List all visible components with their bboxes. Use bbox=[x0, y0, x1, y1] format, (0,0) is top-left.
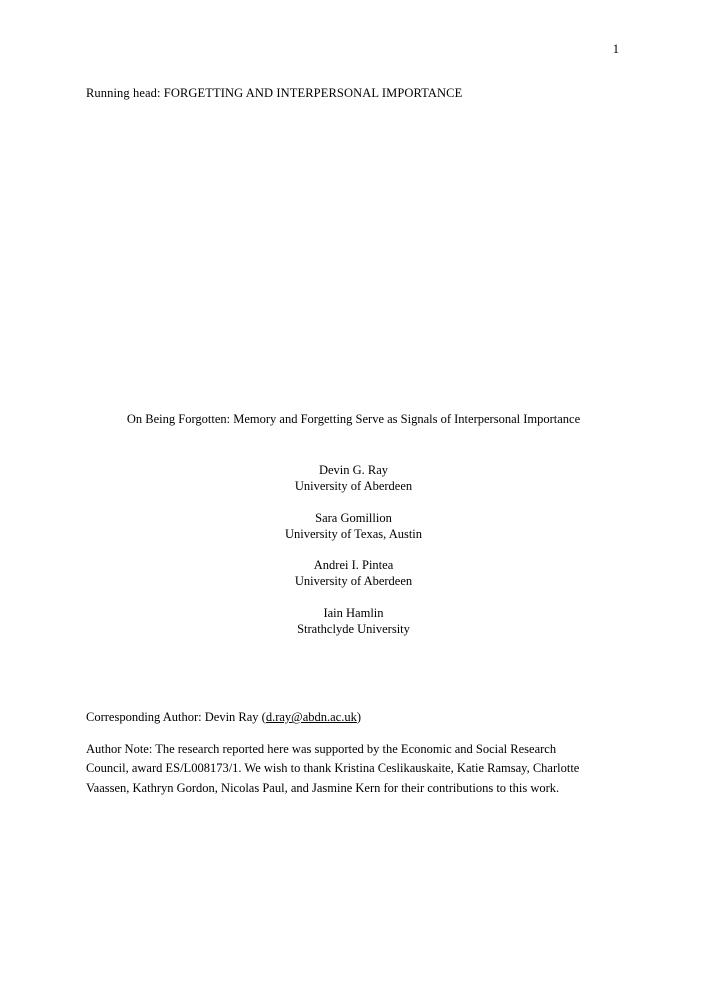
page-number: 1 bbox=[612, 42, 619, 56]
author-name: Devin G. Ray bbox=[318, 463, 389, 477]
author-entry bbox=[0, 605, 707, 638]
author-name: Iain Hamlin bbox=[323, 605, 384, 620]
corresponding-author-prefix: Corresponding Author: Devin Ray ( bbox=[86, 710, 266, 724]
author-note: Author Note: The research reported here was supported by the Economic and Social Research Council, award ES/L008173/1. We wish to thank Kristina Ceslikauskaite, Katie Ramsay, Charlotte Vaassen, Kathryn Gordon, Nicolas Paul, and Jasmine Kern for their contributions to this work. bbox=[86, 742, 580, 795]
author-affiliation: University of Aberdeen bbox=[294, 574, 413, 589]
author-name: Andrei I. Pintea bbox=[313, 558, 394, 573]
author-entry bbox=[0, 557, 707, 590]
author-entry bbox=[0, 510, 707, 543]
author-affiliation: University of Texas, Austin bbox=[284, 526, 423, 541]
page-title: On Being Forgotten: Memory and Forgetting Serve as Signals of Interpersonal Importance bbox=[126, 412, 581, 426]
author-affiliation: Strathclyde University bbox=[297, 622, 410, 637]
corresponding-author-suffix: ) bbox=[356, 710, 362, 724]
running-head: Running head: FORGETTING AND INTERPERSONAL IMPORTANCE bbox=[86, 86, 463, 100]
author-affiliation: University of Aberdeen bbox=[294, 479, 413, 494]
corresponding-author bbox=[86, 708, 626, 727]
author-list bbox=[0, 462, 707, 637]
corresponding-author-email-link[interactable]: d.ray@abdn.ac.uk bbox=[265, 710, 357, 724]
author-name: Sara Gomillion bbox=[315, 510, 392, 525]
author-entry bbox=[0, 462, 707, 495]
